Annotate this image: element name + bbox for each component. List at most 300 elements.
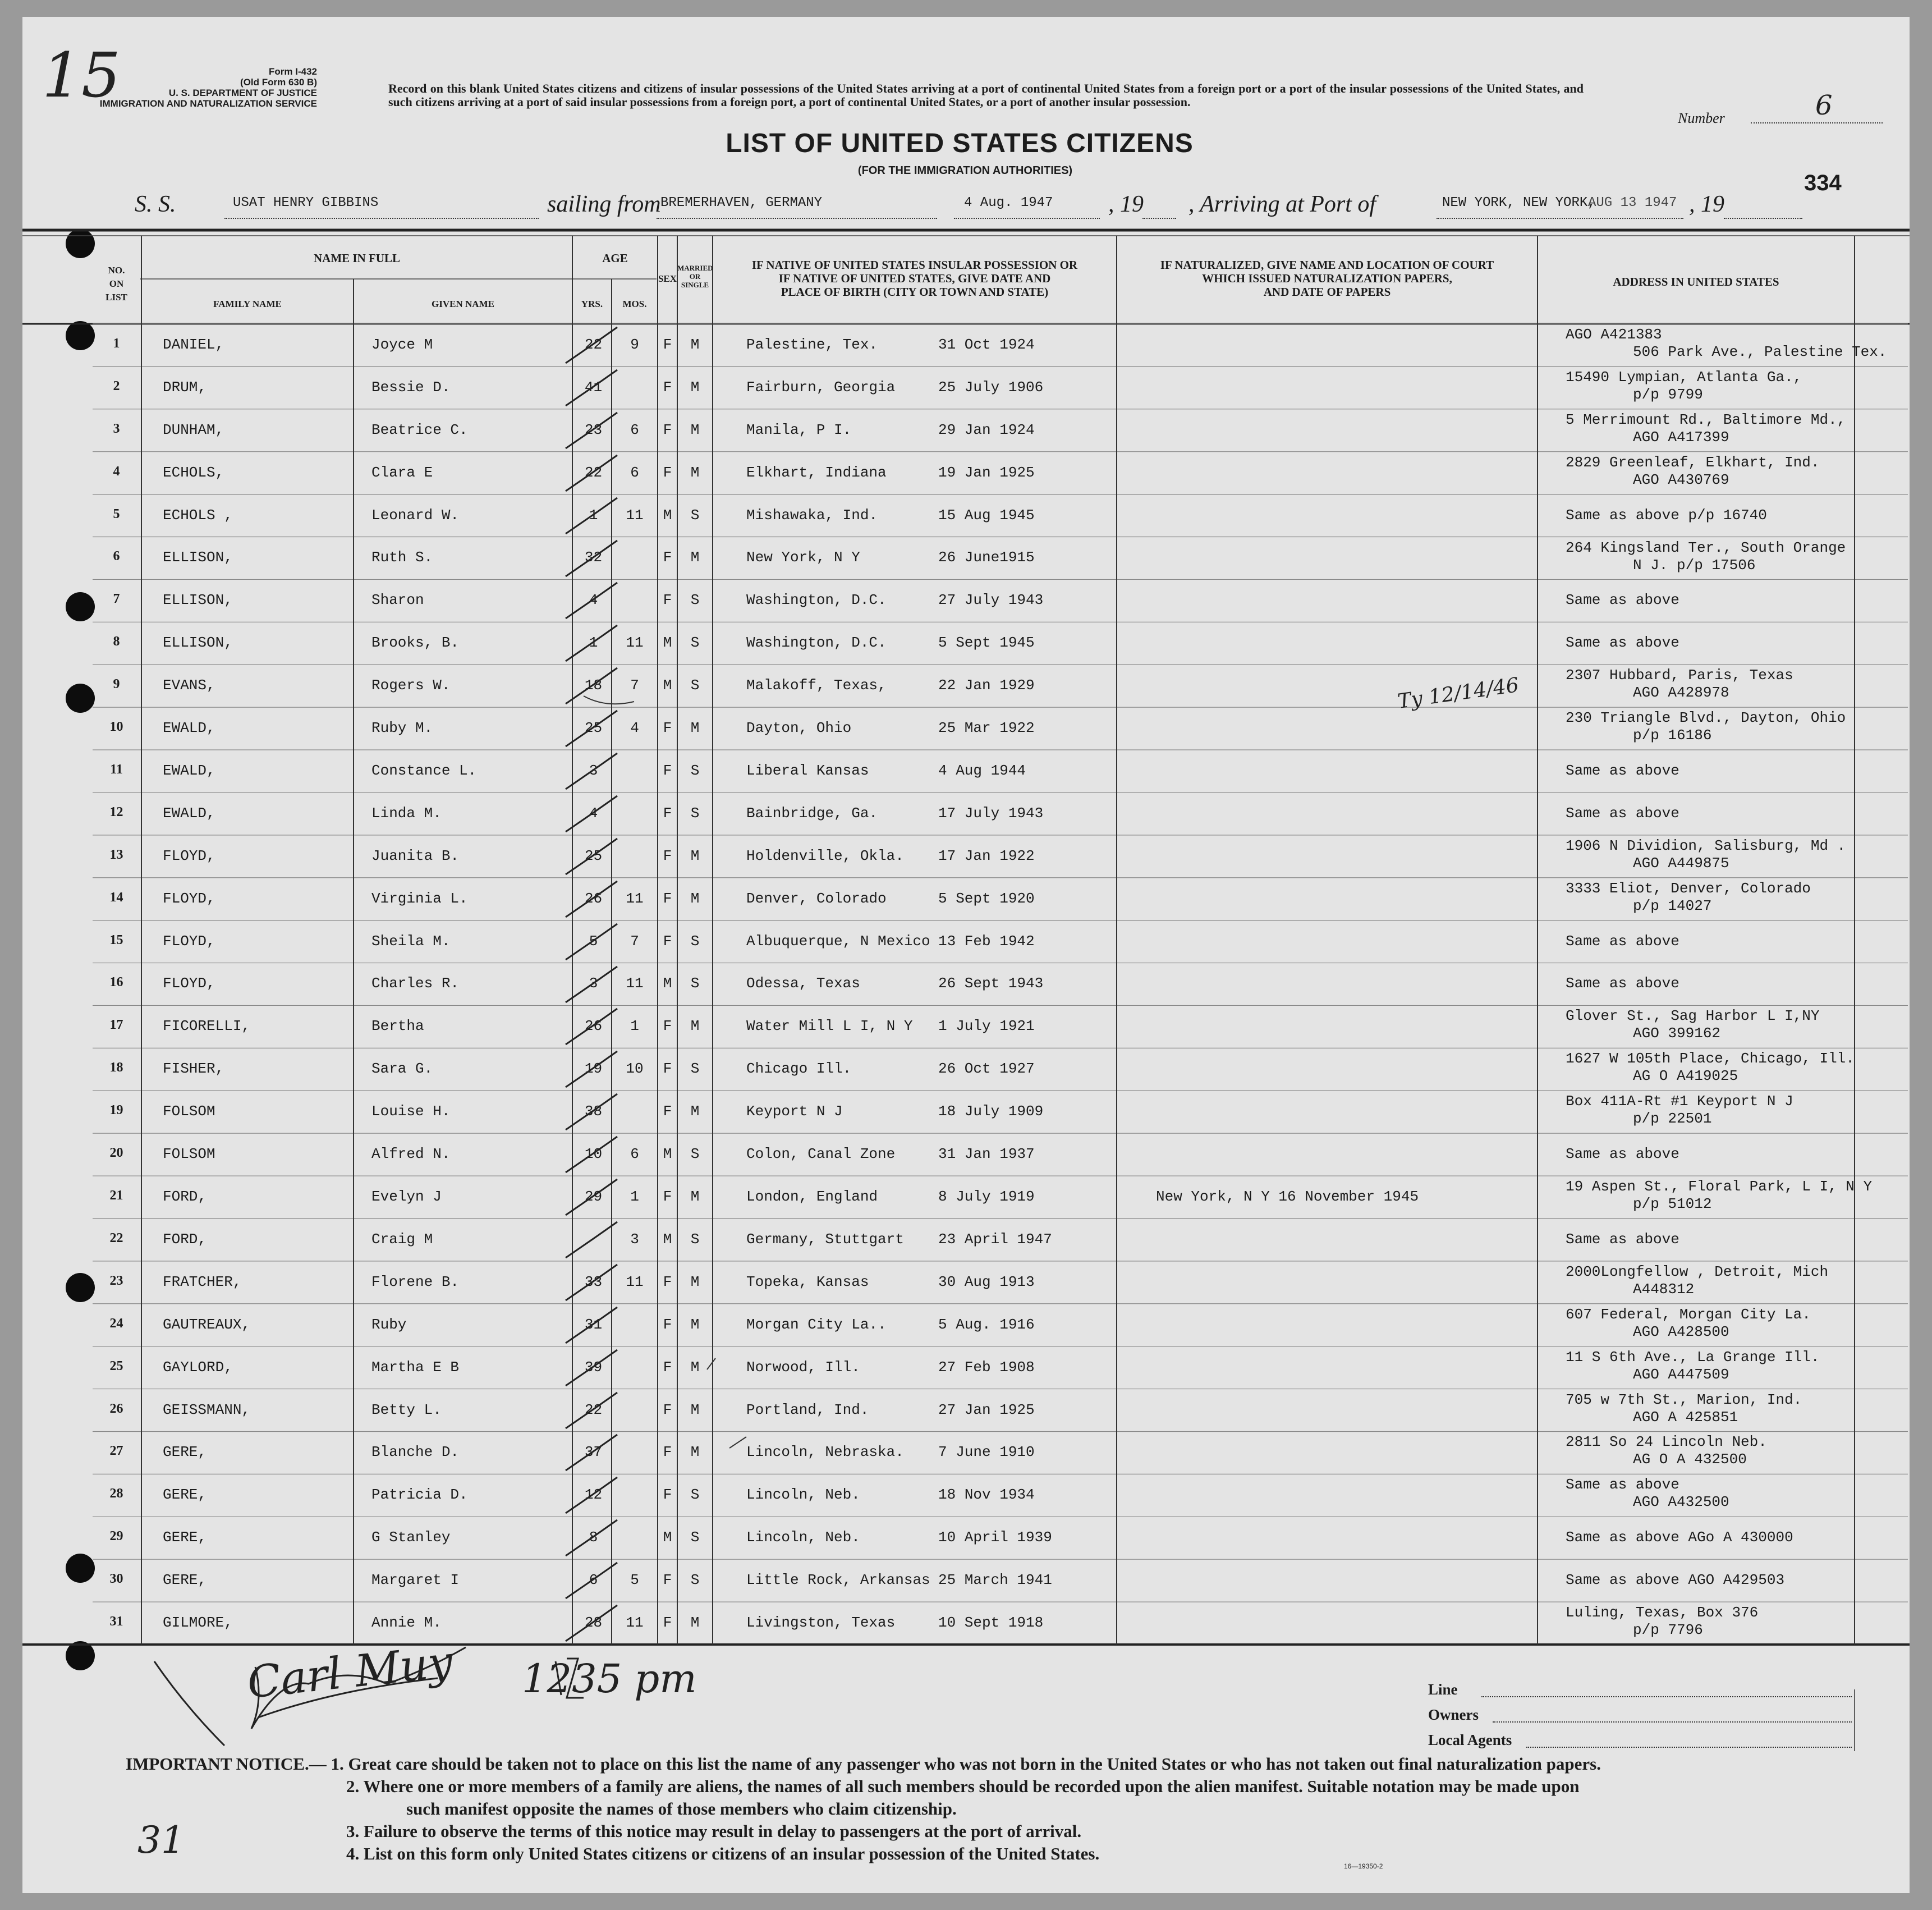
cell-address: [1566, 454, 1855, 489]
table-row: [0, 537, 1932, 580]
address-line: p/p 7796: [1633, 1622, 1703, 1639]
cell-ms: S: [690, 1230, 700, 1248]
cell-given: Joyce M: [371, 336, 433, 353]
cell-address: [1566, 1433, 1855, 1468]
check-mark-icon: [561, 665, 623, 707]
address-line: Same as above: [1566, 762, 1679, 779]
cell-ms: S: [690, 506, 700, 524]
table-row: [0, 1133, 1932, 1176]
address-line: 1627 W 105th Place, Chicago, Ill.: [1566, 1050, 1855, 1068]
ship-name: USAT HENRY GIBBINS: [233, 195, 379, 210]
cell-sex: F: [663, 1486, 672, 1504]
table-row: [0, 835, 1932, 878]
cell-address: [1566, 411, 1855, 446]
cell-family: FLOYD,: [163, 932, 215, 950]
cell-place: Mishawaka, Ind.: [746, 506, 878, 524]
cell-address: [1566, 507, 1855, 524]
cell-no: 26: [109, 1401, 123, 1416]
handwritten-signature: Carl Muy: [245, 1637, 456, 1709]
cell-family: EWALD,: [163, 762, 215, 779]
address-line: 705 w 7th St., Marion, Ind.: [1566, 1391, 1802, 1408]
address-line: p/p 9799: [1633, 386, 1703, 403]
cell-place: Bainbridge, Ga.: [746, 804, 878, 822]
cell-no: 4: [113, 464, 120, 479]
cell-sex: M: [663, 677, 672, 694]
table-row: [0, 1474, 1932, 1517]
check-mark-icon: [561, 1346, 623, 1389]
address-line: N J. p/p 17506: [1633, 556, 1756, 574]
check-mark-icon: [561, 1431, 623, 1474]
cell-no: 9: [113, 677, 120, 692]
cell-no: 24: [109, 1316, 123, 1331]
cell-address: [1566, 805, 1855, 822]
cell-place: Germany, Stuttgart: [746, 1230, 904, 1248]
cell-sex: F: [663, 464, 672, 481]
cell-yrs: 29: [584, 1188, 603, 1205]
cell-address: [1566, 592, 1855, 609]
address-line: 2829 Greenleaf, Elkhart, Ind.: [1566, 454, 1820, 471]
cell-yrs: 1: [589, 506, 598, 524]
address-line: AGO A432500: [1633, 1494, 1729, 1511]
cell-sex: M: [663, 506, 672, 524]
address-line: 2307 Hubbard, Paris, Texas: [1566, 667, 1793, 684]
table-row: [0, 409, 1932, 452]
cell-given: Constance L.: [371, 762, 477, 779]
cell-ms: S: [690, 1486, 700, 1504]
cell-date: 17 Jan 1922: [938, 847, 1035, 864]
check-mark-icon: [561, 452, 623, 494]
col-header-family-name: FAMILY NAME: [213, 299, 282, 309]
cell-ms: M: [690, 1358, 700, 1376]
check-mark-icon: [561, 1261, 623, 1304]
cell-place: Manila, P I.: [746, 421, 852, 438]
cell-sex: F: [663, 1273, 672, 1290]
cell-place: Odessa, Texas: [746, 975, 860, 992]
cell-no: 22: [109, 1230, 123, 1245]
cell-given: Clara E: [371, 464, 433, 481]
cell-given: Ruth S.: [371, 549, 433, 566]
cell-mos: 11: [626, 1614, 644, 1632]
table-row: [0, 1176, 1932, 1219]
cell-place: Palestine, Tex.: [746, 336, 878, 353]
number-label: Number: [1678, 110, 1725, 126]
cell-address: [1566, 975, 1855, 992]
col-header-naturalization: IF NATURALIZED, GIVE NAME AND LOCATION OF COURT WHICH ISSUED NATURALIZATION PAPERS, AND DATE OF PAPERS: [1160, 258, 1494, 299]
cell-date: 25 July 1906: [938, 378, 1044, 396]
cell-yrs: 18: [584, 677, 603, 694]
cell-yrs: 19: [584, 1060, 603, 1078]
arrival-stamp: AUG 13 1947: [1588, 195, 1677, 210]
cell-family: GILMORE,: [163, 1614, 233, 1632]
cell-given: Beatrice C.: [371, 421, 468, 438]
address-line: Same as above: [1566, 975, 1679, 992]
table-row: [0, 1091, 1932, 1133]
table-row: [0, 1559, 1932, 1602]
arrival-port: NEW YORK, NEW YORK,: [1442, 195, 1596, 210]
address-line: AGO A428978: [1633, 684, 1729, 702]
cell-address: [1566, 1391, 1855, 1426]
cell-address: [1566, 1178, 1873, 1213]
cell-place: Liberal Kansas: [746, 762, 869, 779]
address-line: Luling, Texas, Box 376: [1566, 1604, 1759, 1622]
cell-mos: 11: [626, 506, 644, 524]
form-identifier: Form I-432 (Old Form 630 B) U. S. DEPARTMENT OF JUSTICE IMMIGRATION AND NATURALIZATION SERVICE: [99, 66, 317, 109]
ss-label: S. S.: [135, 191, 176, 217]
page-number: 334: [1804, 171, 1842, 195]
cell-sex: F: [663, 890, 672, 907]
check-mark-icon: [561, 1304, 623, 1346]
cell-date: 8 July 1919: [938, 1188, 1035, 1205]
cell-no: 3: [113, 421, 120, 436]
cell-date: 22 Jan 1929: [938, 677, 1035, 694]
address-line: 230 Triangle Blvd., Dayton, Ohio: [1566, 709, 1846, 727]
cell-mos: 3: [630, 1230, 639, 1248]
table-row: [0, 494, 1932, 537]
cell-no: 21: [109, 1188, 123, 1203]
cell-given: Betty L.: [371, 1401, 442, 1418]
address-line: Same as above AGO A429503: [1566, 1572, 1785, 1589]
cell-ms: M: [690, 1444, 700, 1461]
address-line: p/p 16186: [1633, 727, 1712, 744]
cell-ms: M: [690, 720, 700, 737]
cell-family: FRATCHER,: [163, 1273, 242, 1290]
cell-yrs: 26: [584, 890, 603, 907]
table-row: [0, 1517, 1932, 1559]
cell-mos: 11: [626, 634, 644, 652]
cell-yrs: 3: [589, 762, 598, 779]
cell-place: Elkhart, Indiana: [746, 464, 887, 481]
cell-family: FLOYD,: [163, 890, 215, 907]
address-line: Same as above: [1566, 1230, 1679, 1248]
check-mark-icon: [561, 324, 623, 367]
cell-no: 16: [109, 975, 123, 990]
cell-address: [1566, 1093, 1855, 1128]
cell-no: 1: [113, 336, 120, 351]
cell-sex: M: [663, 1146, 672, 1163]
check-mark-icon: [561, 579, 623, 622]
cell-date: 5 Sept 1945: [938, 634, 1035, 652]
check-mark-icon: [561, 707, 623, 750]
table-row: [0, 452, 1932, 494]
cell-date: 4 Aug 1944: [938, 762, 1026, 779]
owners-label: Owners: [1428, 1706, 1479, 1723]
cell-place: Washington, D.C.: [746, 634, 887, 652]
cell-place: Water Mill L I, N Y: [746, 1018, 913, 1035]
cell-no: 28: [109, 1486, 123, 1501]
cell-ms: S: [690, 932, 700, 950]
cell-address: [1566, 762, 1855, 780]
address-line: AGO A417399: [1633, 428, 1729, 446]
cell-family: EVANS,: [163, 677, 215, 694]
cell-no: 8: [113, 634, 120, 649]
cell-ms: M: [690, 890, 700, 907]
cell-no: 27: [109, 1444, 123, 1459]
cell-date: 26 June1915: [938, 549, 1035, 566]
cell-sex: F: [663, 549, 672, 566]
cell-ms: S: [690, 677, 700, 694]
cell-address: [1566, 1306, 1855, 1341]
cell-mos: 11: [626, 1273, 644, 1290]
cell-address: [1566, 539, 1855, 574]
cell-date: 26 Sept 1943: [938, 975, 1044, 992]
cell-sex: F: [663, 421, 672, 438]
cell-place: Topeka, Kansas: [746, 1273, 869, 1290]
cell-sex: F: [663, 592, 672, 609]
page-title: LIST OF UNITED STATES CITIZENS: [726, 129, 1194, 158]
cell-address: [1566, 837, 1855, 872]
cell-family: GAYLORD,: [163, 1358, 233, 1376]
table-row: [0, 1048, 1932, 1091]
cell-given: Craig M: [371, 1230, 433, 1248]
cell-family: ELLISON,: [163, 549, 233, 566]
cell-sex: F: [663, 1316, 672, 1333]
cell-ms: M: [690, 1316, 700, 1333]
address-line: 2811 So 24 Lincoln Neb.: [1566, 1433, 1767, 1451]
cell-yrs: 12: [584, 1486, 603, 1504]
cell-sex: F: [663, 1188, 672, 1205]
cell-family: GEISSMANN,: [163, 1401, 251, 1418]
print-code: 16—19350-2: [1344, 1862, 1383, 1870]
cell-address: [1566, 1263, 1855, 1298]
table-row: [0, 1431, 1932, 1474]
address-line: Same as above: [1566, 804, 1679, 822]
cell-ms: M: [690, 378, 700, 396]
address-line: 264 Kingsland Ter., South Orange: [1566, 539, 1846, 556]
cell-family: EWALD,: [163, 720, 215, 737]
cell-place: Portland, Ind.: [746, 1401, 869, 1418]
cell-given: Evelyn J: [371, 1188, 442, 1205]
table-row: [0, 1219, 1932, 1261]
cell-place: Lincoln, Neb.: [746, 1486, 860, 1504]
cell-yrs: 28: [584, 1614, 603, 1632]
cell-ms: S: [690, 1572, 700, 1589]
address-line: 3333 Eliot, Denver, Colorado: [1566, 880, 1811, 897]
table-row: [0, 1346, 1932, 1389]
cell-ms: S: [690, 804, 700, 822]
table-row: [0, 1304, 1932, 1346]
cell-address: [1566, 1604, 1855, 1639]
cell-address: [1566, 1050, 1855, 1085]
cell-ms: M: [690, 1273, 700, 1290]
number-value: 6: [1815, 90, 1833, 121]
address-line: AGO A428500: [1633, 1323, 1729, 1340]
check-mark-icon: [561, 1091, 623, 1133]
cell-given: Rogers W.: [371, 677, 451, 694]
cell-family: FORD,: [163, 1230, 207, 1248]
col-header-marital: MARRIED OR SINGLE: [677, 264, 713, 289]
address-line: 11 S 6th Ave., La Grange Ill.: [1566, 1348, 1820, 1366]
check-mark-icon: [561, 622, 623, 665]
cell-place: Holdenville, Okla.: [746, 847, 904, 864]
cell-place: Denver, Colorado: [746, 890, 887, 907]
cell-place: Little Rock, Arkansas: [746, 1572, 930, 1589]
cell-sex: F: [663, 804, 672, 822]
address-line: Glover St., Sag Harbor L I,NY: [1566, 1007, 1820, 1025]
check-mark-icon: [561, 793, 623, 835]
cell-place: Albuquerque, N Mexico: [746, 932, 930, 950]
cell-place: Morgan City La..: [746, 1316, 887, 1333]
cell-no: 18: [109, 1060, 123, 1075]
table-row: [0, 324, 1932, 367]
cell-given: Virginia L.: [371, 890, 468, 907]
naturalization-handwritten-note: Ty 12/14/46: [1396, 674, 1521, 713]
cell-sex: F: [663, 1018, 672, 1035]
handwritten-time: 1235 pm: [522, 1656, 697, 1702]
cell-ms: M: [690, 1018, 700, 1035]
cell-no: 2: [113, 378, 120, 393]
cell-ms: M: [690, 1401, 700, 1418]
cell-given: Ruby: [371, 1316, 407, 1333]
cell-yrs: 8: [589, 1529, 598, 1546]
cell-place: Fairburn, Georgia: [746, 378, 896, 396]
check-mark-icon: [561, 920, 623, 963]
address-line: Same as above p/p 16740: [1566, 506, 1767, 524]
table-row: [0, 579, 1932, 622]
cell-sex: F: [663, 1572, 672, 1589]
cell-no: 23: [109, 1273, 123, 1288]
cell-family: FOLSOM: [163, 1103, 215, 1120]
cell-yrs: 4: [589, 592, 598, 609]
cell-no: 17: [109, 1018, 123, 1033]
address-line: Same as above: [1566, 634, 1679, 652]
cell-yrs: 22: [584, 1401, 603, 1418]
check-mark-icon: [561, 537, 623, 580]
cell-yrs: 4: [589, 804, 598, 822]
check-mark-icon: [561, 963, 623, 1006]
address-line: Same as above AGo A 430000: [1566, 1529, 1793, 1546]
check-mark-icon: [561, 1219, 623, 1261]
cell-family: FLOYD,: [163, 975, 215, 992]
cell-sex: F: [663, 1060, 672, 1078]
cell-sex: F: [663, 336, 672, 353]
cell-family: GERE,: [163, 1572, 207, 1589]
cell-yrs: 23: [584, 421, 603, 438]
cell-ms: M: [690, 549, 700, 566]
address-line: p/p 14027: [1633, 897, 1712, 914]
address-line: AG O A 432500: [1633, 1451, 1747, 1468]
cell-address: [1566, 933, 1855, 950]
cell-given: Sheila M.: [371, 932, 451, 950]
cell-given: Blanche D.: [371, 1444, 460, 1461]
cell-place: Keyport N J: [746, 1103, 843, 1120]
address-line: AGO A430769: [1633, 471, 1729, 488]
cell-yrs: 6: [589, 1572, 598, 1589]
arriving-label: , Arriving at Port of: [1188, 191, 1376, 217]
cell-date: 7 June 1910: [938, 1444, 1035, 1461]
cell-date: 25 March 1941: [938, 1572, 1052, 1589]
cell-no: 20: [109, 1146, 123, 1161]
address-line: 15490 Lympian, Atlanta Ga.,: [1566, 368, 1802, 386]
cell-yrs: 1: [589, 634, 598, 652]
cell-date: 31 Oct 1924: [938, 336, 1035, 353]
cell-mos: 7: [630, 932, 639, 950]
cell-family: EWALD,: [163, 804, 215, 822]
cell-family: ELLISON,: [163, 592, 233, 609]
table-row: [0, 622, 1932, 665]
cell-address: [1566, 709, 1855, 744]
cell-place: Malakoff, Texas,: [746, 677, 887, 694]
cell-address: [1566, 1349, 1855, 1384]
cell-date: 27 Jan 1925: [938, 1401, 1035, 1418]
cell-date: 1 July 1921: [938, 1018, 1035, 1035]
line-underline: [1481, 1696, 1852, 1697]
address-line: Same as above: [1566, 1146, 1679, 1163]
cell-no: 11: [110, 762, 123, 777]
line-label: Line: [1428, 1681, 1458, 1698]
table-row: [0, 750, 1932, 793]
cell-address: [1566, 369, 1855, 404]
check-mark-icon: [561, 1602, 623, 1645]
cell-ms: S: [690, 975, 700, 992]
col-header-address: ADDRESS IN UNITED STATES: [1613, 275, 1779, 288]
handwritten-page-mark: 15: [42, 39, 121, 111]
departure-port: BREMERHAVEN, GERMANY: [660, 195, 823, 210]
cell-family: FORD,: [163, 1188, 207, 1205]
cell-sex: F: [663, 1401, 672, 1418]
table-row: [0, 963, 1932, 1006]
cell-date: 18 Nov 1934: [938, 1486, 1035, 1504]
cell-yrs: 5: [589, 932, 598, 950]
cell-yrs: 31: [584, 1316, 603, 1333]
address-line: 506 Park Ave., Palestine Tex.: [1633, 343, 1887, 360]
cell-family: ECHOLS,: [163, 464, 224, 481]
col-header-number: NO. ON LIST: [105, 265, 127, 303]
cell-yrs: 37: [584, 1444, 603, 1461]
address-line: 5 Merrimount Rd., Baltimore Md.,: [1566, 411, 1846, 428]
cell-mos: 6: [630, 464, 639, 481]
cell-no: 10: [109, 720, 123, 735]
cell-given: Bertha: [371, 1018, 424, 1035]
cell-no: 13: [109, 847, 123, 862]
cell-no: 19: [109, 1103, 123, 1118]
cell-ms: S: [690, 1146, 700, 1163]
cell-no: 14: [109, 890, 123, 905]
cell-address: [1566, 326, 1887, 361]
cell-given: Annie M.: [371, 1614, 442, 1632]
cell-family: ELLISON,: [163, 634, 233, 652]
cell-mos: 1: [630, 1018, 639, 1035]
cell-sex: M: [663, 1230, 672, 1248]
cell-mos: 11: [626, 975, 644, 992]
address-line: p/p 22501: [1633, 1110, 1712, 1128]
cell-date: 5 Aug. 1916: [938, 1316, 1035, 1333]
departure-date: 4 Aug. 1947: [964, 195, 1053, 210]
cell-yrs: 26: [584, 1018, 603, 1035]
cell-date: 27 Feb 1908: [938, 1358, 1035, 1376]
local-agents-label: Local Agents: [1428, 1732, 1512, 1748]
cell-given: Sara G.: [371, 1060, 433, 1078]
cell-ms: S: [690, 592, 700, 609]
cell-sex: F: [663, 378, 672, 396]
cell-family: DANIEL,: [163, 336, 224, 353]
cell-place: Livingston, Texas: [746, 1614, 896, 1632]
cell-mos: 1: [630, 1188, 639, 1205]
cell-no: 12: [109, 804, 123, 819]
cell-given: Leonard W.: [371, 506, 460, 524]
cell-mos: 6: [630, 1146, 639, 1163]
cell-yrs: 33: [584, 1273, 603, 1290]
col-header-birthplace: IF NATIVE OF UNITED STATES INSULAR POSSESSION OR IF NATIVE OF UNITED STATES, GIVE DATE AND PLACE OF BIRTH (CITY OR TOWN AND STATE): [751, 258, 1078, 299]
cell-sex: F: [663, 847, 672, 864]
address-line: Same as above: [1566, 932, 1679, 950]
cell-given: Linda M.: [371, 804, 442, 822]
col-header-years: YRS.: [581, 299, 603, 309]
cell-ms: S: [690, 1529, 700, 1546]
table-row: [0, 665, 1932, 707]
cell-yrs: 22: [584, 336, 603, 353]
important-notice: IMPORTANT NOTICE.— 1. Great care should be taken not to place on this list the name of any passenger who was not born in the United States or who has not taken out final naturalization papers. 2. Where one or more members of a family are aliens, the names of all such members should be recorded upon the alien manifest. Suitable notation may be made upon such manifest opposite the names of those members who claim citizenship. 3. Failure to observe the terms of this notice may result in delay to passengers at the port of arrival. 4. List on this form only United States citizens or citizens of an insular possession of the United States.: [126, 1754, 1601, 1863]
address-line: AGO A421383: [1566, 326, 1662, 343]
